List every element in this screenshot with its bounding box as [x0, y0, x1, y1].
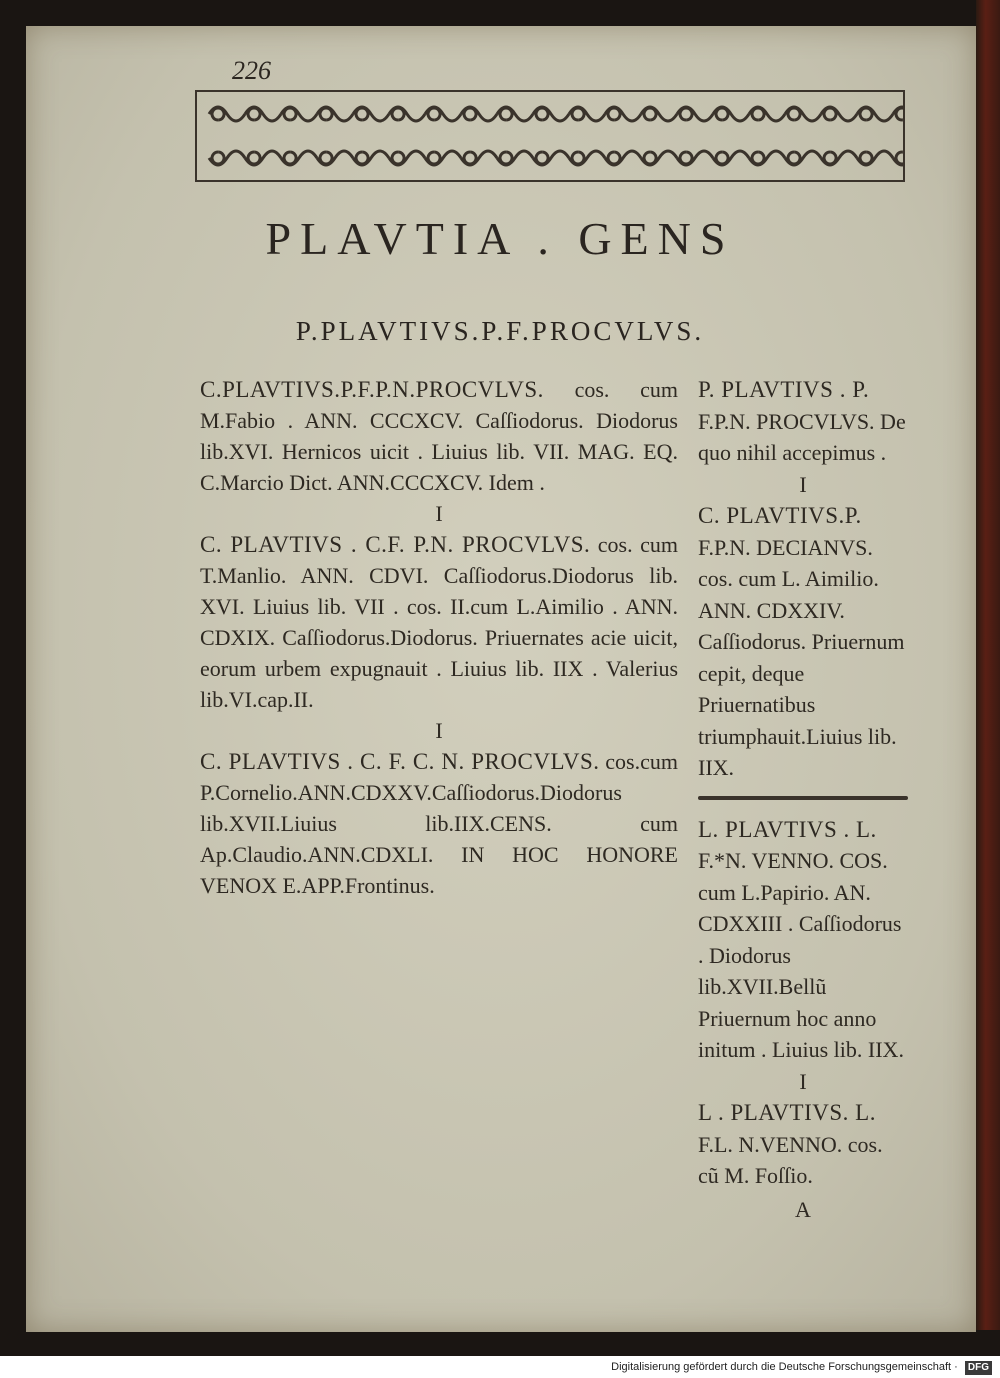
gens-title: PLAVTIA . GENS — [265, 213, 735, 264]
numeral-mark: I — [435, 718, 443, 743]
entry-name: C.PLAVTIVS.P.F.P.N.PROCVLVS. — [200, 377, 544, 402]
catchword: A — [795, 1196, 811, 1222]
dfg-logo: DFG — [965, 1361, 992, 1375]
footer-credit: Digitalisierung gefördert durch die Deutsche Forschungsgemeinschaft · — [611, 1361, 958, 1373]
consul-entry — [200, 746, 678, 901]
entry-text: F.*N. VENNO. COS. cum L.Papirio. AN. CDXXIII . Caſſiodorus . Diodorus lib.XVII.Bellũ Priuernum hoc anno initum . Liuius lib. IIX. — [698, 848, 904, 1062]
consul-entry — [698, 1097, 908, 1192]
ornamental-headpiece — [195, 90, 905, 182]
entry-name: C. PLAVTIVS . C. F. C. N. PROCVLVS. — [200, 749, 600, 774]
family-heading: P.PLAVTIVS.P.F.PROCVLVS. — [295, 316, 705, 346]
consul-entry — [698, 814, 908, 1066]
entry-name: C. PLAVTIVS . C.F. P.N. PROCVLVS. — [200, 532, 591, 557]
numeral-mark: I — [799, 471, 807, 497]
entry-text: F.P.N. PROCVLVS. De quo nihil accepimus . — [698, 408, 906, 465]
left-column — [200, 374, 678, 901]
consul-entry — [698, 374, 908, 469]
consul-entry — [200, 374, 678, 498]
right-column — [698, 374, 908, 1247]
entry-text: cos. cum M.Fabio . ANN. CCCXCV. Caſſiodorus. Diodorus lib.XVI. Hernicos uicit . Liuius lib. VII. MAG. EQ. C.Marcio Dict. ANN.CCCXCV. Idem . — [200, 377, 678, 495]
entry-name: L . PLAVTIVS. L. — [698, 1100, 876, 1125]
entry-name: L. PLAVTIVS . L. — [698, 816, 877, 842]
consul-entry — [698, 500, 908, 784]
entry-name: P. PLAVTIVS . P. — [698, 377, 870, 402]
footer-bar — [0, 1356, 1000, 1378]
entry-name: C. PLAVTIVS.P. — [698, 503, 862, 528]
numeral-mark: I — [799, 1068, 807, 1094]
entry-text: F.L. N.VENNO. cos. cũ M. Foſſio. — [698, 1131, 883, 1188]
numeral-mark: I — [435, 501, 443, 526]
consul-entry — [200, 529, 678, 715]
entry-text: cos. cum T.Manlio. ANN. CDVI. Caſſiodorus.Diodorus lib. XVI. Liuius lib. VII . cos. II.cum L.Aimilio . ANN. CDXIX. Caſſiodorus.Diodorus. Priuernates acie uicit, eorum urbem expugnauit . Liuius lib. IIX . Valerius lib.VI.cap.II. — [200, 532, 679, 712]
book-spine — [976, 0, 1000, 1330]
page-number: 226 — [232, 56, 271, 85]
section-rule — [698, 796, 908, 800]
entry-text: F.P.N. DECIANVS. cos. cum L. Aimilio. ANN. CDXXIV. Caſſiodorus. Priuernum cepit, deque Priuernatibus triumphauit.Liuius lib. IIX. — [698, 534, 905, 780]
entry-text: cos.cum P.Cornelio.ANN.CDXXV.Caſſiodorus.Diodorus lib.XVII.Liuius lib.IIX.CENS. cum Ap.Claudio.ANN.CDXLI. IN HOC HONORE VENOX E.APP.Frontinus. — [200, 749, 678, 898]
